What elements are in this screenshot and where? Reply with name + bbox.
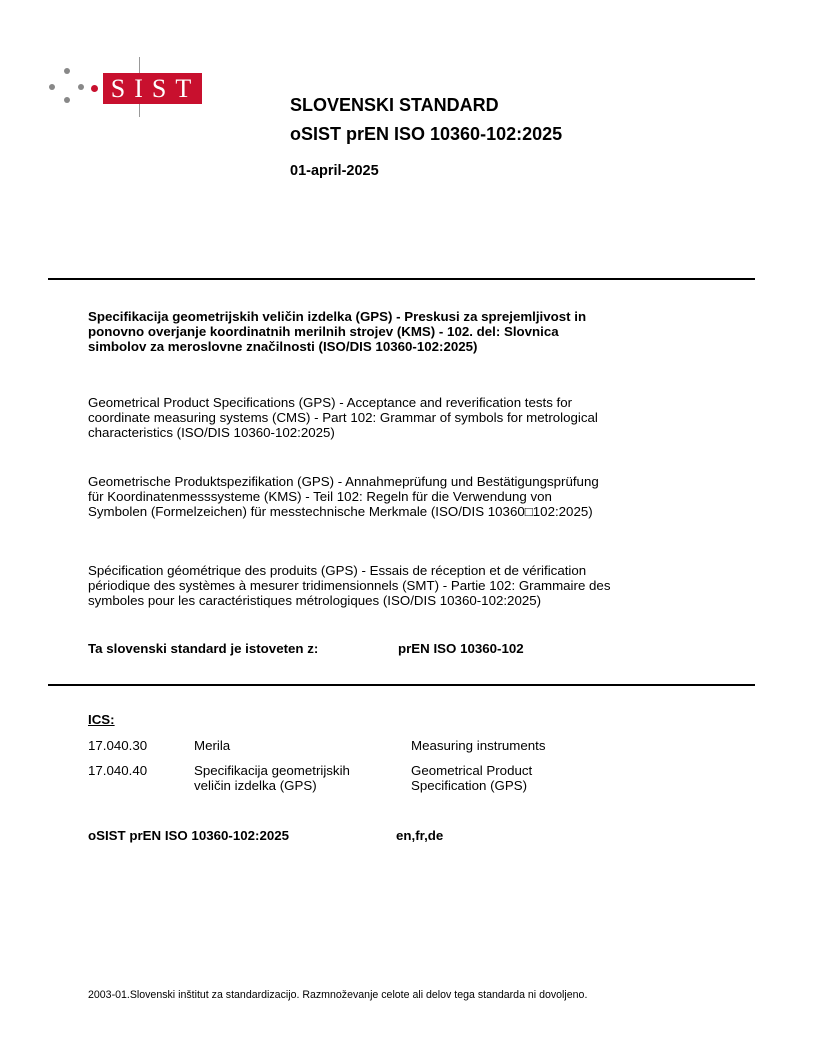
equivalence-value: prEN ISO 10360-102 <box>398 641 524 656</box>
ics-description-sl <box>194 763 350 793</box>
bottom-divider <box>48 684 755 686</box>
ics-description-sl: Merila <box>194 738 231 753</box>
title-line: coordinate measuring systems (CMS) - Part 102: Grammar of symbols for metrological <box>88 410 598 425</box>
title-line: périodique des systèmes à mesurer tridimensionnels (SMT) - Partie 102: Grammaire des <box>88 578 611 593</box>
title-english <box>88 395 728 440</box>
document-id: oSIST prEN ISO 10360-102:2025 <box>88 828 290 843</box>
ics-description-en: Measuring instruments <box>411 738 546 753</box>
title-line: characteristics (ISO/DIS 10360-102:2025) <box>88 425 335 440</box>
standard-id-heading: oSIST prEN ISO 10360-102:2025 <box>290 124 563 144</box>
title-line: Geometrical Product Specifications (GPS) - Acceptance and reverification tests for <box>88 395 573 410</box>
title-german <box>88 474 728 519</box>
equivalence-label: Ta slovenski standard je istoveten z: <box>88 641 319 656</box>
top-divider <box>48 278 755 280</box>
ics-description-line: veličin izdelka (GPS) <box>194 778 317 793</box>
title-slovenian <box>88 309 728 354</box>
ics-description-line: Specifikacija geometrijskih <box>194 763 350 778</box>
title-line: ponovno overjanje koordinatnih merilnih strojev (KMS) - 102. del: Slovnica <box>88 324 559 339</box>
ics-code: 17.040.40 <box>88 763 148 778</box>
title-line: simbolov za meroslovne značilnosti (ISO/DIS 10360-102:2025) <box>88 339 478 354</box>
document-languages: en,fr,de <box>396 828 444 843</box>
title-line: Symbolen (Formelzeichen) für messtechnische Merkmale (ISO/DIS 10360□102:2025) <box>88 504 593 519</box>
standard-type-heading: SLOVENSKI STANDARD <box>290 95 499 115</box>
title-line: Geometrische Produktspezifikation (GPS) - Annahmeprüfung und Bestätigungsprüfung <box>88 474 599 489</box>
logo-dot-icon <box>64 68 70 74</box>
title-line: für Koordinatenmesssysteme (KMS) - Teil 102: Regeln für die Verwendung von <box>88 489 552 504</box>
ics-code: 17.040.30 <box>88 738 148 753</box>
copyright-notice: 2003-01.Slovenski inštitut za standardizacijo. Razmnoževanje celote ali delov tega standarda ni dovoljeno. <box>88 989 588 1001</box>
ics-description-en <box>411 763 532 793</box>
logo-dot-icon <box>78 84 84 90</box>
title-french <box>88 563 728 608</box>
title-line: Specifikacija geometrijskih veličin izdelka (GPS) - Preskusi za sprejemljivost in <box>88 309 587 324</box>
ics-description-line: Geometrical Product <box>411 763 533 778</box>
logo-dot-icon <box>91 85 98 92</box>
title-line: symboles pour les caractéristiques métrologiques (ISO/DIS 10360-102:2025) <box>88 593 542 608</box>
ics-description-line: Specification (GPS) <box>411 778 528 793</box>
logo-dot-icon <box>64 97 70 103</box>
ics-heading: ICS: <box>88 712 115 727</box>
publication-date: 01-april-2025 <box>290 163 379 179</box>
title-line: Spécification géométrique des produits (GPS) - Essais de réception et de vérification <box>88 563 587 578</box>
logo-wordmark: SIST <box>103 73 202 104</box>
logo-dot-icon <box>49 84 55 90</box>
